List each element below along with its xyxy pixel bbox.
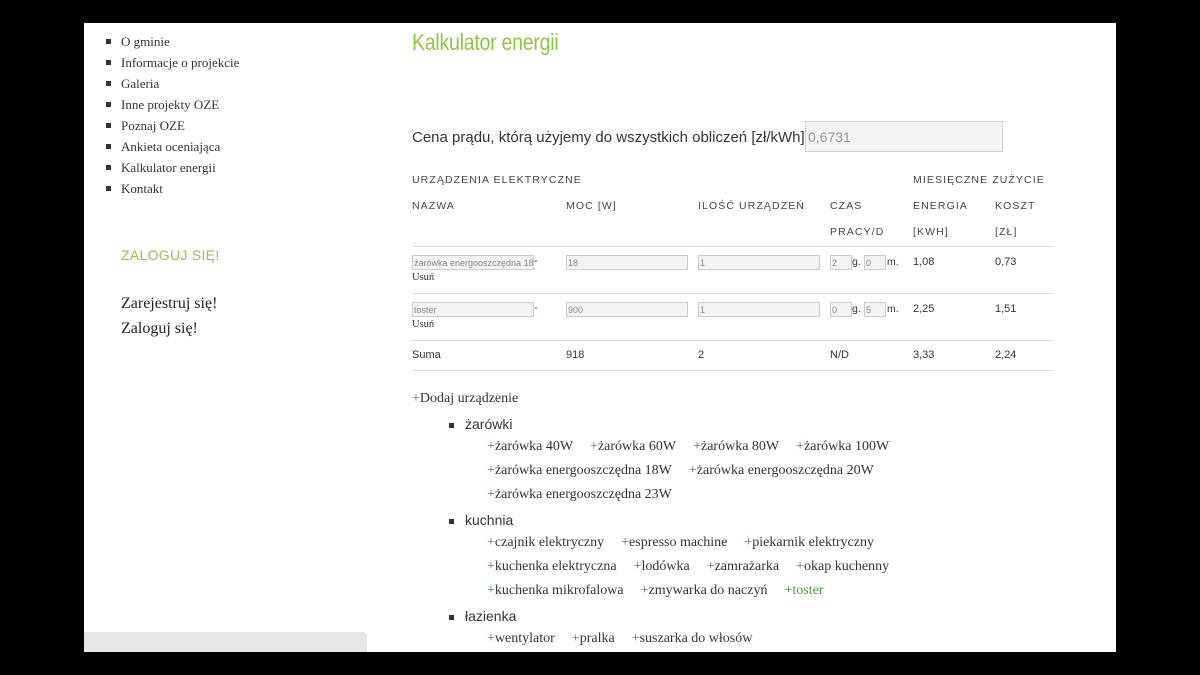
plus-icon: + xyxy=(744,535,753,550)
add-item[interactable] xyxy=(796,439,889,454)
row-1-power-input[interactable] xyxy=(566,255,688,270)
add-item-label: suszarka do włosów xyxy=(639,631,753,646)
plus-icon: + xyxy=(631,631,640,646)
plus-icon: + xyxy=(640,583,649,598)
table-divider xyxy=(412,293,1054,294)
row-1-minutes-input[interactable] xyxy=(864,255,886,270)
row-1-minutes-unit: m. xyxy=(887,256,899,268)
table-divider xyxy=(412,340,1054,341)
add-item[interactable] xyxy=(487,631,555,646)
item-row xyxy=(487,631,769,647)
nav-item-poznaj-oze[interactable]: Poznaj OZE xyxy=(106,115,239,136)
price-input[interactable] xyxy=(805,121,1003,152)
login-links xyxy=(121,291,217,341)
table-divider xyxy=(412,246,1054,247)
add-device-link[interactable] xyxy=(412,391,518,407)
add-item[interactable] xyxy=(796,559,889,574)
add-item[interactable] xyxy=(689,463,874,478)
plus-icon: + xyxy=(487,487,495,502)
plus-icon: + xyxy=(693,439,701,454)
row-2-remove-link[interactable]: Usuń xyxy=(412,319,435,330)
header-devices-group: URZĄDZENIA ELEKTRYCZNE xyxy=(412,174,582,186)
add-item[interactable] xyxy=(641,583,768,598)
add-item-label: zmywarka do naczyń xyxy=(648,583,768,598)
add-item[interactable] xyxy=(634,559,690,574)
add-item[interactable] xyxy=(784,583,823,598)
plus-icon: + xyxy=(706,559,715,574)
header-time: CZAS xyxy=(830,200,863,212)
row-2-minutes-input[interactable] xyxy=(864,302,886,317)
plus-icon: + xyxy=(590,439,598,454)
header-monthly-group: MIESIĘCZNE ZUŻYCIE xyxy=(913,174,1045,186)
plus-icon: + xyxy=(688,463,697,478)
sidebar-bottom-panel xyxy=(84,632,367,652)
add-item[interactable] xyxy=(572,631,615,646)
page xyxy=(84,23,1116,652)
header-cost-unit: [ZŁ] xyxy=(995,226,1018,238)
category-lazienka: łazienka xyxy=(449,608,516,624)
login-link[interactable]: Zaloguj się! xyxy=(121,320,198,337)
row-1-hours-unit: g. xyxy=(852,256,861,268)
add-item-label: espresso machine xyxy=(629,535,728,550)
plus-icon: + xyxy=(571,631,580,646)
row-2-cost: 1,51 xyxy=(995,303,1017,315)
item-row xyxy=(487,559,906,575)
row-2-hours-unit: g. xyxy=(852,303,861,315)
row-2-hours-input[interactable] xyxy=(830,302,852,317)
page-title: Kalkulator energii xyxy=(412,29,559,55)
add-item[interactable] xyxy=(487,463,672,478)
row-1-energy: 1,08 xyxy=(913,256,935,268)
item-row xyxy=(487,535,891,551)
row-1-hours-input[interactable] xyxy=(830,255,852,270)
add-item[interactable] xyxy=(632,631,753,646)
plus-icon: + xyxy=(487,631,495,646)
plus-icon: + xyxy=(487,583,495,598)
category-zarowki: żarówki xyxy=(449,416,512,432)
add-device-label: Dodaj urządzenie xyxy=(419,391,519,406)
sum-energy: 3,33 xyxy=(913,349,935,361)
add-item-label: żarówka energooszczędna 20W xyxy=(696,463,874,478)
header-cost: KOSZT xyxy=(995,200,1036,212)
add-item-label: kuchenka elektryczna xyxy=(494,559,617,574)
item-row xyxy=(487,487,689,503)
nav-item-ankieta[interactable]: Ankieta oceniająca xyxy=(106,136,239,157)
add-item-label: żarówka 100W xyxy=(804,439,890,454)
add-item-label: żarówka 80W xyxy=(701,439,780,454)
item-row xyxy=(487,439,906,455)
add-item[interactable] xyxy=(487,559,617,574)
nav-item-informacje[interactable]: Informacje o projekcie xyxy=(106,52,239,73)
item-row xyxy=(487,583,840,599)
row-2-minutes-unit: m. xyxy=(887,303,899,315)
add-item-label: kuchenka mikrofalowa xyxy=(494,583,624,598)
row-2-power-input[interactable] xyxy=(566,302,688,317)
plus-icon: + xyxy=(487,559,495,574)
nav-item-o-gminie[interactable]: O gminie xyxy=(106,31,239,52)
add-item[interactable] xyxy=(707,559,779,574)
nav-item-kontakt[interactable]: Kontakt xyxy=(106,178,239,199)
add-item-label: wentylator xyxy=(494,631,555,646)
plus-icon: + xyxy=(487,439,495,454)
add-item[interactable] xyxy=(487,439,573,454)
add-item-label: żarówka 60W xyxy=(597,439,677,454)
row-1-name-input[interactable] xyxy=(412,255,534,270)
category-kuchnia: kuchnia xyxy=(449,512,513,528)
sum-power: 918 xyxy=(566,349,585,361)
row-2-energy: 2,25 xyxy=(913,303,935,315)
header-count: ILOŚĆ URZĄDZEŃ xyxy=(698,200,805,212)
plus-icon: + xyxy=(621,535,630,550)
nav-item-kalkulator[interactable]: Kalkulator energii xyxy=(106,157,239,178)
plus-icon: + xyxy=(796,559,804,574)
nav-item-inne-projekty[interactable]: Inne projekty OZE xyxy=(106,94,239,115)
header-power: MOC [W] xyxy=(566,200,617,212)
row-2-name-input[interactable] xyxy=(412,302,534,317)
nav-item-galeria[interactable]: Galeria xyxy=(106,73,239,94)
plus-icon: + xyxy=(487,535,495,550)
header-energy-unit: [KWH] xyxy=(913,226,949,238)
add-item-label: lodówka xyxy=(641,559,690,574)
add-item[interactable] xyxy=(693,439,779,454)
add-item-label: żarówka 40W xyxy=(494,439,574,454)
add-item-label: zamrażarka xyxy=(714,559,780,574)
add-item-label: okap kuchenny xyxy=(804,559,890,574)
header-time-unit: PRACY/D xyxy=(830,226,885,238)
sum-count: 2 xyxy=(698,349,705,361)
sum-time: N/D xyxy=(830,349,849,361)
add-item[interactable] xyxy=(487,487,672,502)
add-item-label: żarówka energooszczędna 23W xyxy=(494,487,672,502)
add-item-label: czajnik elektryczny xyxy=(494,535,605,550)
login-heading: ZALOGUJ SIĘ! xyxy=(121,247,220,263)
sum-cost: 2,24 xyxy=(995,349,1017,361)
plus-icon: + xyxy=(633,559,642,574)
add-item-label: żarówka energooszczędna 18W xyxy=(494,463,672,478)
row-1-cost: 0,73 xyxy=(995,256,1017,268)
add-item-label: pralka xyxy=(579,631,615,646)
table-divider xyxy=(412,370,1054,371)
add-item[interactable] xyxy=(487,535,604,550)
add-item[interactable] xyxy=(744,535,874,550)
row-1-dash: - xyxy=(534,255,538,267)
register-link[interactable]: Zarejestruj się! xyxy=(121,295,218,312)
item-row xyxy=(487,463,891,479)
add-item-label: piekarnik elektryczny xyxy=(752,535,874,550)
plus-icon: + xyxy=(412,391,420,406)
row-2-count-input[interactable] xyxy=(698,302,820,317)
header-energy: ENERGIA xyxy=(913,200,968,212)
row-1-count-input[interactable] xyxy=(698,255,820,270)
plus-icon: + xyxy=(796,439,805,454)
add-item[interactable] xyxy=(590,439,676,454)
plus-icon: + xyxy=(784,583,793,598)
sidebar-nav xyxy=(106,31,239,199)
header-name: NAZWA xyxy=(412,200,456,212)
add-item-label: toster xyxy=(792,583,824,598)
add-item[interactable] xyxy=(621,535,727,550)
sum-label: Suma xyxy=(412,349,441,361)
price-label: Cena prądu, którą użyjemy do wszystkich obliczeń [zł/kWh] xyxy=(412,129,805,146)
add-item[interactable] xyxy=(487,583,624,598)
row-2-dash: - xyxy=(534,302,538,314)
plus-icon: + xyxy=(487,463,495,478)
row-1-remove-link[interactable]: Usuń xyxy=(412,272,435,283)
